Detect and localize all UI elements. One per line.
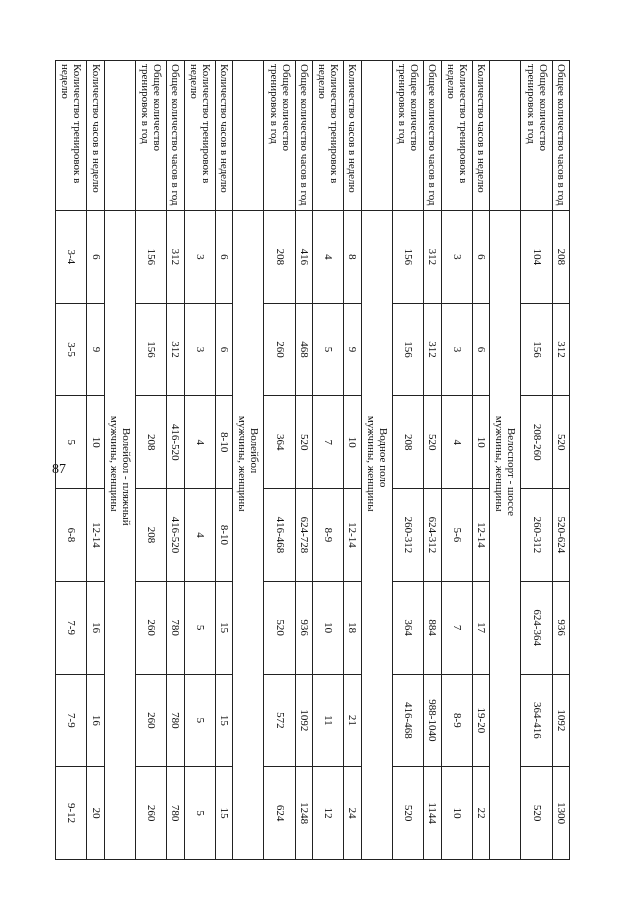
section-header-row: [490, 61, 521, 860]
section-spacer: [104, 211, 135, 396]
section-header-row: [233, 61, 264, 860]
table-cell: 9-12: [56, 767, 87, 860]
table-cell: 520: [295, 396, 312, 489]
table-cell: 260: [135, 767, 166, 860]
table-row: [424, 61, 441, 860]
table-cell: 4: [441, 396, 472, 489]
table-cell: 624-364: [521, 581, 552, 674]
section-title: [361, 396, 392, 860]
section-title-sport: Волейбол: [248, 427, 261, 474]
table-row: [313, 61, 344, 860]
table-cell: 208: [135, 396, 166, 489]
table-cell: 260: [135, 581, 166, 674]
table-row: [184, 61, 215, 860]
table-cell: 156: [521, 303, 552, 396]
table-cell: 1092: [552, 674, 569, 767]
section-title: [490, 396, 521, 860]
table-cell: 520-624: [552, 489, 569, 582]
table-cell: 520: [521, 767, 552, 860]
table-cell: 208-260: [521, 396, 552, 489]
table-cell: 7: [441, 581, 472, 674]
table-row: [264, 61, 295, 860]
table-cell: 1248: [295, 767, 312, 860]
table-cell: 624-728: [295, 489, 312, 582]
table-cell: 364: [392, 581, 423, 674]
table-cell: 208: [135, 489, 166, 582]
table-cell: 16: [87, 581, 104, 674]
section-title-sport: Водное поло: [376, 427, 389, 488]
table-cell: 3: [441, 303, 472, 396]
table-row: [344, 61, 361, 860]
table-cell: 10: [472, 396, 489, 489]
table-cell: 988-1040: [424, 674, 441, 767]
row-label: Общее количество часов в год: [424, 61, 441, 211]
table-cell: 6: [87, 211, 104, 304]
row-label: Общее количество тренировок в год: [135, 61, 166, 211]
table-cell: 4: [184, 489, 215, 582]
table-cell: 260-312: [392, 489, 423, 582]
table-cell: 6: [472, 303, 489, 396]
table-row: [167, 61, 184, 860]
table-cell: 468: [295, 303, 312, 396]
table-cell: 6: [215, 303, 232, 396]
table-cell: 5: [184, 581, 215, 674]
section-header-row: [361, 61, 392, 860]
section-title: [233, 396, 264, 860]
table-cell: 416: [295, 211, 312, 304]
table-cell: 21: [344, 674, 361, 767]
page-number: 87: [52, 462, 66, 477]
table-cell: 22: [472, 767, 489, 860]
table-cell: 156: [135, 211, 166, 304]
table-cell: 24: [344, 767, 361, 860]
table-cell: 884: [424, 581, 441, 674]
row-label: Количество тренировок в неделю: [56, 61, 87, 211]
table-row: [295, 61, 312, 860]
section-title-sport: Волейбол - пляжный: [119, 427, 132, 526]
table-cell: 5: [184, 767, 215, 860]
section-title-sport: Велоспорт - шоссе: [505, 427, 518, 517]
row-label: Количество тренировок в неделю: [313, 61, 344, 211]
table-cell: 260-312: [521, 489, 552, 582]
table-cell: 208: [392, 396, 423, 489]
table-cell: 312: [424, 211, 441, 304]
section-blank-cell: [233, 61, 264, 211]
table-cell: 19-20: [472, 674, 489, 767]
table-cell: 20: [87, 767, 104, 860]
table-cell: 3-5: [56, 303, 87, 396]
table-cell: 1092: [295, 674, 312, 767]
row-label: Общее количество тренировок в год: [392, 61, 423, 211]
table-cell: 312: [424, 303, 441, 396]
table-row: [135, 61, 166, 860]
table-cell: 6: [215, 211, 232, 304]
table-cell: 156: [392, 303, 423, 396]
table-row: [521, 61, 552, 860]
table-cell: 364: [264, 396, 295, 489]
table-cell: 12-14: [472, 489, 489, 582]
table-cell: 6: [472, 211, 489, 304]
table-cell: 8-10: [215, 489, 232, 582]
row-label: Количество часов в неделю: [344, 61, 361, 211]
table-cell: 312: [552, 303, 569, 396]
table-cell: 8-10: [215, 396, 232, 489]
table-cell: 624: [264, 767, 295, 860]
table-cell: 9: [87, 303, 104, 396]
table-cell: 312: [167, 211, 184, 304]
table-cell: 12-14: [344, 489, 361, 582]
table-cell: 5: [184, 674, 215, 767]
table-cell: 208: [264, 211, 295, 304]
training-hours-table: [55, 60, 570, 860]
table-cell: 104: [521, 211, 552, 304]
table-cell: 208: [552, 211, 569, 304]
table-row: [552, 61, 569, 860]
row-label: Количество часов в неделю: [472, 61, 489, 211]
table-cell: 10: [344, 396, 361, 489]
row-label: Количество тренировок в неделю: [441, 61, 472, 211]
table-cell: 780: [167, 581, 184, 674]
section-title-gender: мужчины, женщины: [364, 415, 377, 512]
table-cell: 260: [135, 674, 166, 767]
section-title-gender: мужчины, женщины: [107, 415, 120, 512]
table-cell: 5-6: [441, 489, 472, 582]
section-spacer: [361, 211, 392, 396]
table-cell: 3: [441, 211, 472, 304]
table-row: [87, 61, 104, 860]
section-header-row: [104, 61, 135, 860]
row-label: Общее количество часов в год: [552, 61, 569, 211]
table-row: [472, 61, 489, 860]
table-cell: 12-14: [87, 489, 104, 582]
row-label: Общее количество тренировок в год: [264, 61, 295, 211]
table-cell: 8-9: [313, 489, 344, 582]
table-cell: 5: [313, 303, 344, 396]
table-cell: 936: [295, 581, 312, 674]
table-cell: 16: [87, 674, 104, 767]
table-cell: 416-520: [167, 489, 184, 582]
section-title-gender: мужчины, женщины: [493, 415, 506, 512]
table-cell: 10: [313, 581, 344, 674]
table-cell: 1144: [424, 767, 441, 860]
table-cell: 18: [344, 581, 361, 674]
section-spacer: [233, 211, 264, 396]
table-cell: 520: [392, 767, 423, 860]
table-cell: 8-9: [441, 674, 472, 767]
table-cell: 780: [167, 674, 184, 767]
table-cell: 6-8: [56, 489, 87, 582]
table-cell: 780: [167, 767, 184, 860]
table-cell: 624-312: [424, 489, 441, 582]
table-cell: 4: [313, 211, 344, 304]
table-cell: 9: [344, 303, 361, 396]
section-title-gender: мужчины, женщины: [236, 415, 249, 512]
section-spacer: [490, 211, 521, 396]
table-cell: 3: [184, 211, 215, 304]
table-cell: 520: [424, 396, 441, 489]
table-row: [441, 61, 472, 860]
table-cell: 7-9: [56, 581, 87, 674]
row-label: Общее количество тренировок в год: [521, 61, 552, 211]
table-cell: 572: [264, 674, 295, 767]
table-cell: 520: [552, 396, 569, 489]
row-label: Количество часов в неделю: [87, 61, 104, 211]
row-label: Общее количество часов в год: [295, 61, 312, 211]
table-cell: 520: [264, 581, 295, 674]
table-cell: 936: [552, 581, 569, 674]
table-cell: 10: [87, 396, 104, 489]
table-cell: 17: [472, 581, 489, 674]
table-cell: 15: [215, 674, 232, 767]
table-cell: 5: [56, 396, 87, 489]
table-row: [215, 61, 232, 860]
row-label: Количество часов в неделю: [215, 61, 232, 211]
table-cell: 1300: [552, 767, 569, 860]
table-cell: 416-520: [167, 396, 184, 489]
section-blank-cell: [361, 61, 392, 211]
table-cell: 15: [215, 581, 232, 674]
table-cell: 10: [441, 767, 472, 860]
table-cell: 8: [344, 211, 361, 304]
row-label: Количество тренировок в неделю: [184, 61, 215, 211]
section-blank-cell: [104, 61, 135, 211]
row-label: Общее количество часов в год: [167, 61, 184, 211]
table-cell: 11: [313, 674, 344, 767]
section-title: [104, 396, 135, 860]
table-cell: 3-4: [56, 211, 87, 304]
table-row: [392, 61, 423, 860]
table-cell: 156: [392, 211, 423, 304]
table-cell: 416-468: [392, 674, 423, 767]
table-cell: 416-468: [264, 489, 295, 582]
section-blank-cell: [490, 61, 521, 211]
table-cell: 4: [184, 396, 215, 489]
table-cell: 312: [167, 303, 184, 396]
table-cell: 3: [184, 303, 215, 396]
rotated-table-container: [55, 60, 570, 860]
table-cell: 364-416: [521, 674, 552, 767]
table-cell: 15: [215, 767, 232, 860]
table-cell: 7-9: [56, 674, 87, 767]
table-cell: 260: [264, 303, 295, 396]
table-row: [56, 61, 87, 860]
table-cell: 12: [313, 767, 344, 860]
table-cell: 7: [313, 396, 344, 489]
table-cell: 156: [135, 303, 166, 396]
